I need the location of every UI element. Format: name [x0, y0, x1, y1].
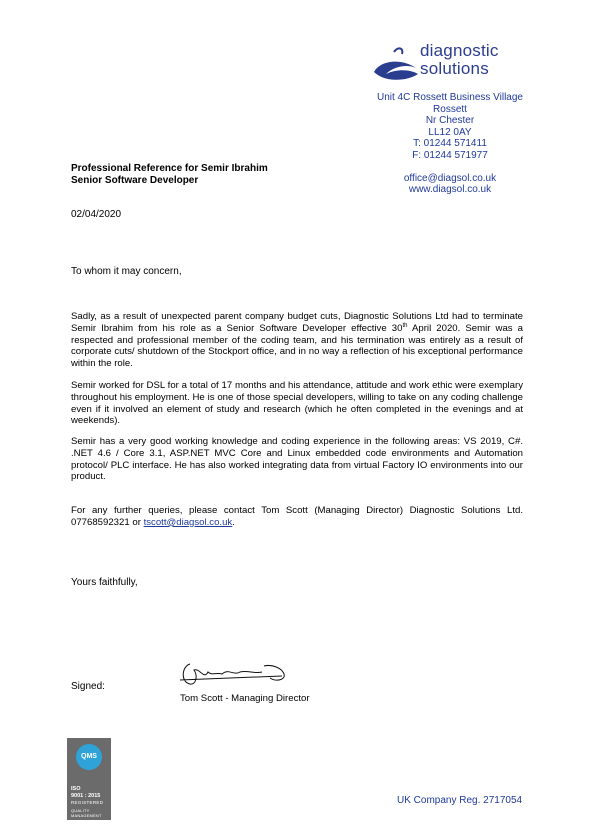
qms-iso-badge — [67, 738, 111, 820]
badge-iso: ISO — [71, 786, 81, 792]
reference-heading — [71, 163, 268, 187]
qms-logo-icon: QMS — [76, 744, 102, 770]
signed-label: Signed: — [71, 681, 105, 692]
closing: Yours faithfully, — [71, 577, 138, 588]
address-line-2: Rossett — [433, 103, 467, 115]
badge-line-b: MANAGEMENT — [71, 813, 102, 818]
company-address — [362, 92, 538, 196]
company-registration: UK Company Reg. 2717054 — [397, 795, 523, 806]
badge-standard: 9001 : 2015 — [71, 793, 101, 799]
logo-line-1: diagnostic — [420, 41, 499, 60]
logo-wordmark — [420, 42, 499, 78]
badge-line-a: QUALITY — [71, 808, 90, 813]
paragraph-tenure: Semir worked for DSL for a total of 17 months and his attendance, attitude and work ethic were exemplary throughout his employment. He is one of those special developers, willing to take on any coding challenge even if it involved an element of study and research (which he often completed in the evenings and at weekends). — [71, 380, 523, 427]
signature-image — [178, 658, 290, 688]
swirl-logo-icon — [372, 42, 422, 86]
badge-registered: REGISTERED — [71, 800, 104, 805]
address-phone: T: 01244 571411 — [413, 138, 487, 150]
address-postcode: LL12 0AY — [428, 126, 472, 138]
paragraph-termination: Sadly, as a result of unexpected parent company budget cuts, Diagnostic Solutions Ltd had to terminate Semir Ibrahim from his role as a Senior Software Developer effective 30th April 2020. Semir was a respected and professional member of the coding team, and his termination was entirely as a result of corporate cuts/ shutdown of the Stockport office, and in no way a reflection of his exceptional performance within the role. — [71, 311, 523, 370]
address-line-3: Nr Chester — [425, 115, 475, 127]
salutation: To whom it may concern, — [71, 266, 182, 277]
paragraph-contact: For any further queries, please contact Tom Scott (Managing Director) Diagnostic Solutions Ltd. 07768592321 or tscott@diagsol.co.uk. — [71, 505, 523, 528]
address-fax: F: 01244 571977 — [412, 149, 488, 161]
company-logo — [372, 42, 532, 86]
paragraph-skills: Semir has a very good working knowledge and coding experience in the following areas: VS 2019, C#. .NET 4.6 / Core 3.1, ASP.NET MVC Core and Linux embedded code environments and Automation protocol/ PLC interface. He has also worked integrating data from virtual Factory IO environments into our product. — [71, 436, 523, 483]
logo-line-2: solutions — [420, 59, 489, 78]
address-email: office@diagsol.co.uk — [403, 172, 497, 184]
address-website: www.diagsol.co.uk — [408, 184, 492, 196]
reference-role: Senior Software Developer — [71, 175, 199, 186]
letter-date: 02/04/2020 — [71, 209, 122, 220]
signatory-name: Tom Scott - Managing Director — [180, 693, 310, 704]
address-line-1: Unit 4C Rossett Business Village — [377, 92, 523, 103]
contact-email-link[interactable]: tscott@diagsol.co.uk — [143, 516, 233, 528]
reference-title: Professional Reference for Semir Ibrahim — [71, 163, 268, 174]
